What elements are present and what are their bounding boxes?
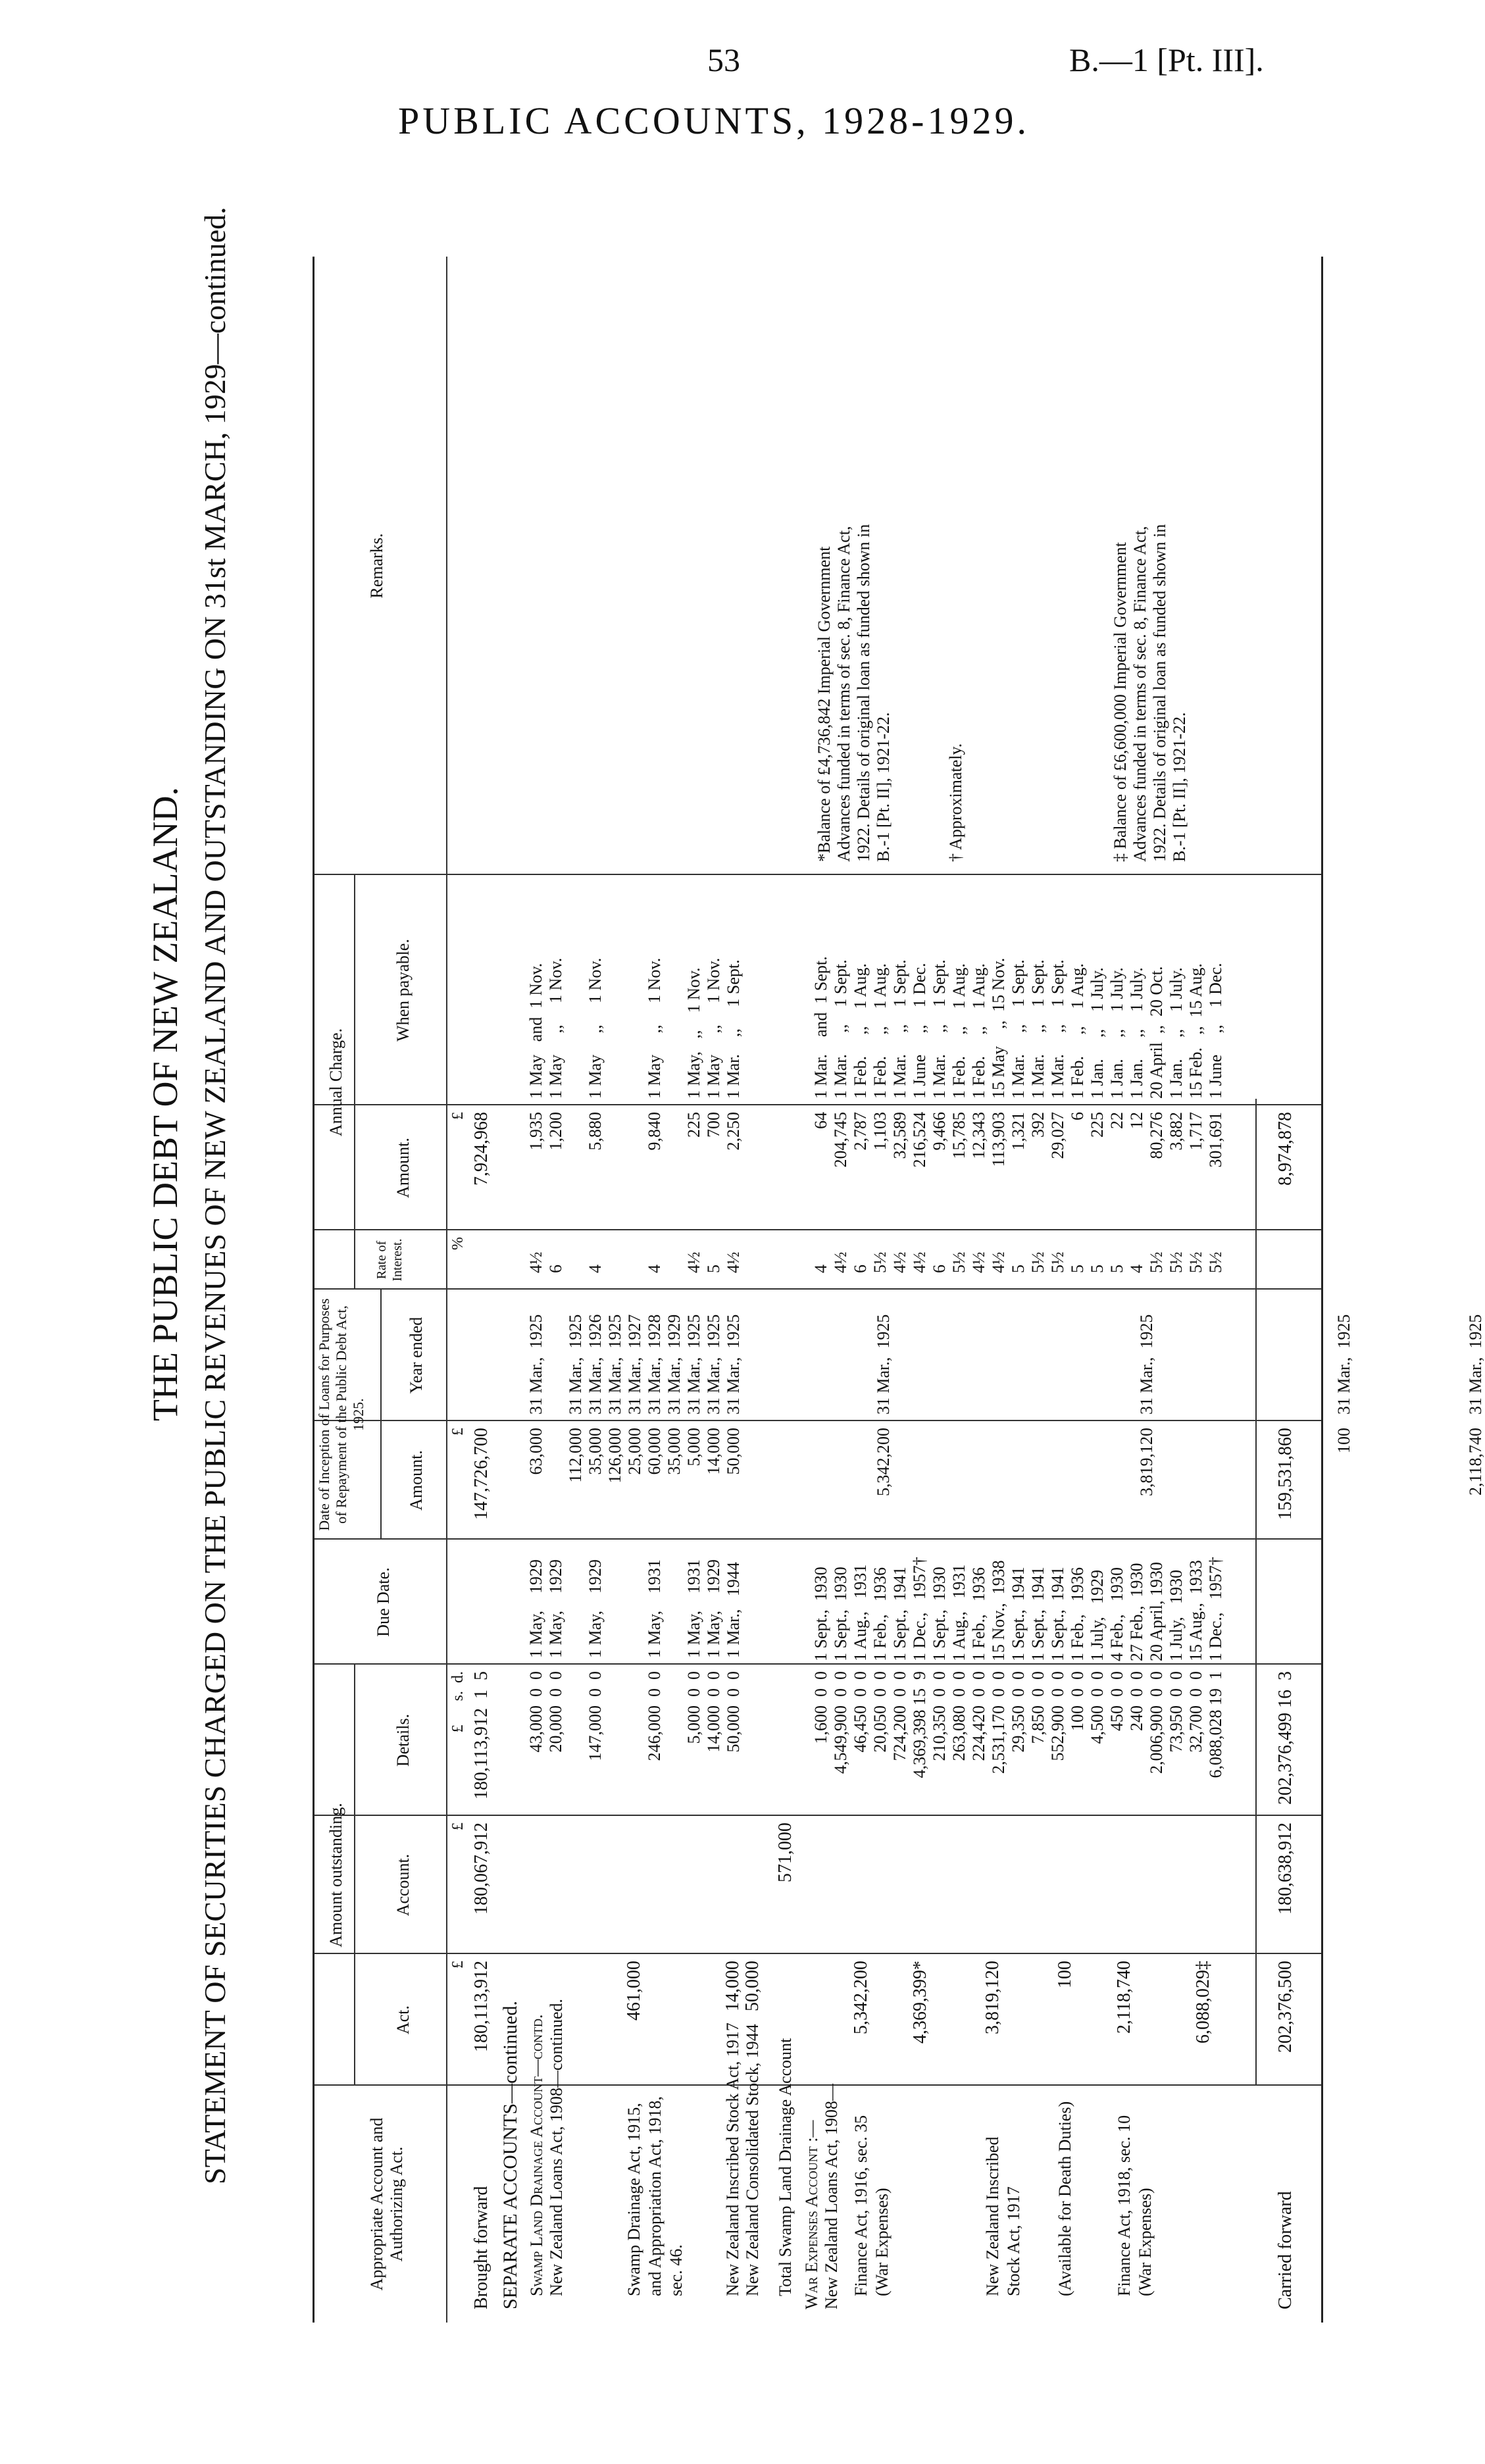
war-death-duties-value: 100: [1055, 1961, 1075, 1988]
col-act: Act.: [393, 2005, 413, 2035]
war-year-col: 31 Mar., 1925 31 Mar., 1925 31 Mar., 1925 31 Mar., 1925: [874, 1314, 1485, 1415]
rotated-table-sheet: [141, 171, 1485, 2408]
swamp-consolidated-1944: New Zealand Consolidated Stock, 1944: [743, 2024, 762, 2296]
swamp-inscribed-1917-value: 14,000: [722, 1961, 743, 2011]
col-details: Details.: [393, 1713, 413, 1767]
col-inc-amount: Amount.: [407, 1450, 426, 1511]
war-death-duties: (Available for Death Duties): [1055, 2101, 1074, 2296]
col-inception: Date of Inception of Loans for Purposes of Repayment of the Public Debt Act, 1925.: [316, 1298, 366, 1531]
war-inc-col: 5,342,200 3,819,120 100 2,118,740: [874, 1428, 1485, 1496]
war-last-value: 6,088,029‡: [1193, 1961, 1213, 2044]
debt-table: [313, 257, 1485, 2323]
war-due-col: 1 Sept., 1930 1 Sept., 1930 1 Aug., 1931 1 Feb., 1936 1 Sept., 1941 1 Dec., 1957† 1 Sept., 1930 1 Aug., 1931 1 Feb., 1936 15 Nov., 1938 1 Sept., 1941 1 Sept., 1941 1 Sept., 1941 1 Feb., 1936 1 July, 1929 4 Feb., 1930 27 Feb., 1930 20 April, 1930 1 July, 1930 15 Aug., 1933 1 Dec., 1957†: [811, 1557, 1225, 1661]
page-number: 53: [707, 41, 740, 78]
swamp-drainage-act: Swamp Drainage Act, 1915, and Appropriation Act, 1918, sec. 46.: [624, 2096, 686, 2296]
unit-act: £: [449, 1961, 466, 1969]
unit-inc: £: [449, 1428, 466, 1436]
col-remarks: Remarks.: [367, 533, 386, 599]
war-finance-1916-value: 5,342,200: [851, 1961, 871, 2034]
swamp-total-label: Total Swamp Land Drainage Account: [776, 2038, 795, 2296]
swamp-inc-col: 63,000 112,000 35,000 126,000 25,000 60,000 35,000 5,000 14,000 50,000: [526, 1428, 743, 1484]
swamp-rate-col: 4½ 6 4 4 4½ 5 4½: [526, 1251, 743, 1273]
remark-balance-4736842: *Balance of £4,736,842 Imperial Government Advances funded in terms of sec. 8, Finance Act, 1922. Details of original loan as funded shown in B.-1 [Pt. II], 1921-22.: [815, 524, 893, 862]
swamp-loans-1908: New Zealand Loans Act, 1908—continued.: [547, 1999, 566, 2296]
carried-forward-label: Carried forward: [1275, 2191, 1296, 2309]
separate-accounts-heading: SEPARATE ACCOUNTS—continued.: [499, 2001, 521, 2309]
swamp-total-value: 571,000: [775, 1823, 795, 1882]
cf-details: 202,376,499 16 3: [1275, 1671, 1296, 1805]
swamp-payable-col: 1 May and 1 Nov. 1 May ,, 1 Nov. 1 May ,, 1 Nov. 1 May ,, 1 Nov. 1 May, ,, 1 Nov. 1 May ,, 1 Nov. 1 Mar. ,, 1 Sept.: [526, 957, 743, 1099]
col-annual-charge: Annual Charge.: [326, 1028, 345, 1137]
swamp-drainage-act-value: 461,000: [624, 1961, 644, 2021]
unit-account: £: [449, 1823, 466, 1830]
sheet-title: THE PUBLIC DEBT OF NEW ZEALAND.: [145, 787, 185, 1421]
cf-inc-amount: 159,531,860: [1275, 1428, 1296, 1520]
brought-forward-label: Brought forward: [471, 2186, 491, 2309]
unit-details: £ s. d.: [449, 1671, 466, 1733]
war-details-col: 1,600 0 0 4,549,900 0 0 46,450 0 0 20,050 0 0 724,200 0 0 4,369,398 15 9 210,350 0 0 263,080 0 0 224,420 0 0 2,531,170 0 0 29,350 0 0 7,850 0 0 552,900 0 0 100 0 0 4,500 0 0 450 0 0 240 0 0 2,006,900 0 0 73,950 0 0 32,700 0 0 6,088,028 19 1: [811, 1671, 1225, 1778]
swamp-ac-col: 1,935 1,200 5,880 9,840 225 700 2,250: [526, 1112, 743, 1151]
remark-approximately: † Approximately.: [946, 743, 965, 862]
col-due-date: Due Date.: [374, 1567, 393, 1637]
bf-ac-amount: 7,924,968: [471, 1112, 491, 1186]
swamp-details-col: 43,000 0 0 20,000 0 0 147,000 0 0 246,000 0 0 5,000 0 0 14,000 0 0 50,000 0 0: [526, 1671, 743, 1761]
document-reference: B.—1 [Pt. III].: [1069, 41, 1264, 78]
cf-act: 202,376,500: [1275, 1961, 1296, 2053]
swamp-due-col: 1 May, 1929 1 May, 1929 1 May, 1929 1 May, 1931 1 May, 1931 1 May, 1929 1 Mar., 1944: [526, 1559, 743, 1658]
bf-account: 180,067,912: [471, 1823, 491, 1915]
bf-act: 180,113,912: [471, 1961, 491, 2052]
col-amount-outstanding: Amount outstanding.: [326, 1803, 345, 1948]
cf-ac-amount: 8,974,878: [1275, 1112, 1296, 1186]
war-finance-1918-value: 2,118,740: [1114, 1961, 1134, 2034]
col-year-ended: Year ended: [407, 1317, 426, 1394]
remark-balance-6600000: ‡ Balance of £6,600,000 Imperial Government Advances funded in terms of sec. 8, Finance Act, 1922. Details of original loan as funded shown in B.-1 [Pt. II], 1921-22.: [1111, 524, 1189, 862]
war-inscribed-1917: New Zealand Inscribed Stock Act, 1917: [983, 2136, 1023, 2296]
col-appropriate: Appropriate Account and Authorizing Act.: [367, 2117, 406, 2291]
col-when-payable: When payable.: [393, 939, 413, 1042]
unit-ac: £: [449, 1112, 466, 1120]
swamp-consolidated-1944-value: 50,000: [742, 1961, 763, 2011]
col-rate: Rate of Interest.: [374, 1238, 405, 1282]
swamp-year-col: 31 Mar., 1925 31 Mar., 1925 31 Mar., 1926 31 Mar., 1925 31 Mar., 1927 31 Mar., 1928 31 Mar., 1929 31 Mar., 1925 31 Mar., 1925 31 Mar., 1925: [526, 1314, 743, 1415]
war-unnamed-value: 4,369,399*: [910, 1961, 930, 2044]
col-account: Account.: [393, 1853, 413, 1917]
unit-rate: %: [449, 1237, 466, 1250]
war-ac-col: 64 204,745 2,787 1,103 32,589 216,524 9,466 15,785 12,343 113,903 1,321 392 29,027 6 225 22 12 80,276 3,882 1,717 301,691: [811, 1112, 1225, 1168]
bf-details: 180,113,912 1 5: [471, 1671, 491, 1799]
war-finance-1918: Finance Act, 1918, sec. 10 (War Expenses): [1115, 2115, 1155, 2296]
war-inscribed-1917-value: 3,819,120: [982, 1961, 1003, 2034]
swamp-heading: Swamp Land Drainage Account—contd.: [527, 2014, 546, 2296]
sheet-subtitle: STATEMENT OF SECURITIES CHARGED ON THE PUBLIC REVENUES OF NEW ZEALAND AND OUTSTANDING ON 31st MARCH, 1929—continued.: [198, 207, 232, 2184]
col-ac-amount: Amount.: [393, 1138, 413, 1198]
bf-inc-amount: 147,726,700: [471, 1428, 491, 1520]
war-payable-col: 1 Mar. and 1 Sept. 1 Mar. ,, 1 Sept. 1 Feb. ,, 1 Aug. 1 Feb. ,, 1 Aug. 1 Mar. ,, 1 Sept. 1 June ,, 1 Dec. 1 Mar. ,, 1 Sept. 1 Feb. ,, 1 Aug. 1 Feb. ,, 1 Aug. 15 May ,, 15 Nov. 1 Mar. ,, 1 Sept. 1 Mar. ,, 1 Sept. 1 Mar. ,, 1 Sept. 1 Feb. ,, 1 Aug. 1 Jan. ,, 1 July. 1 Jan. ,, 1 July. 1 Jan. ,, 1 July. 20 April ,, 20 Oct. 1 Jan. ,, 1 July. 15 Feb. ,, 15 Aug. 1 June ,, 1 Dec.: [811, 956, 1225, 1099]
page-title: PUBLIC ACCOUNTS, 1928-1929.: [398, 99, 1030, 142]
cf-account: 180,638,912: [1275, 1823, 1296, 1915]
war-rate-col: 4 4½ 6 5½ 4½ 4½ 6 5½ 4½ 4½ 5 5½ 5½ 5 5 5 4 5½ 5½ 5½ 5½: [811, 1251, 1225, 1273]
war-finance-1916: Finance Act, 1916, sec. 35 (War Expenses): [851, 2115, 892, 2296]
swamp-inscribed-1917: New Zealand Inscribed Stock Act, 1917: [723, 2023, 742, 2296]
war-heading: War Expenses Account :—: [802, 2120, 821, 2309]
war-loans-1908: New Zealand Loans Act, 1908—: [822, 2084, 841, 2309]
